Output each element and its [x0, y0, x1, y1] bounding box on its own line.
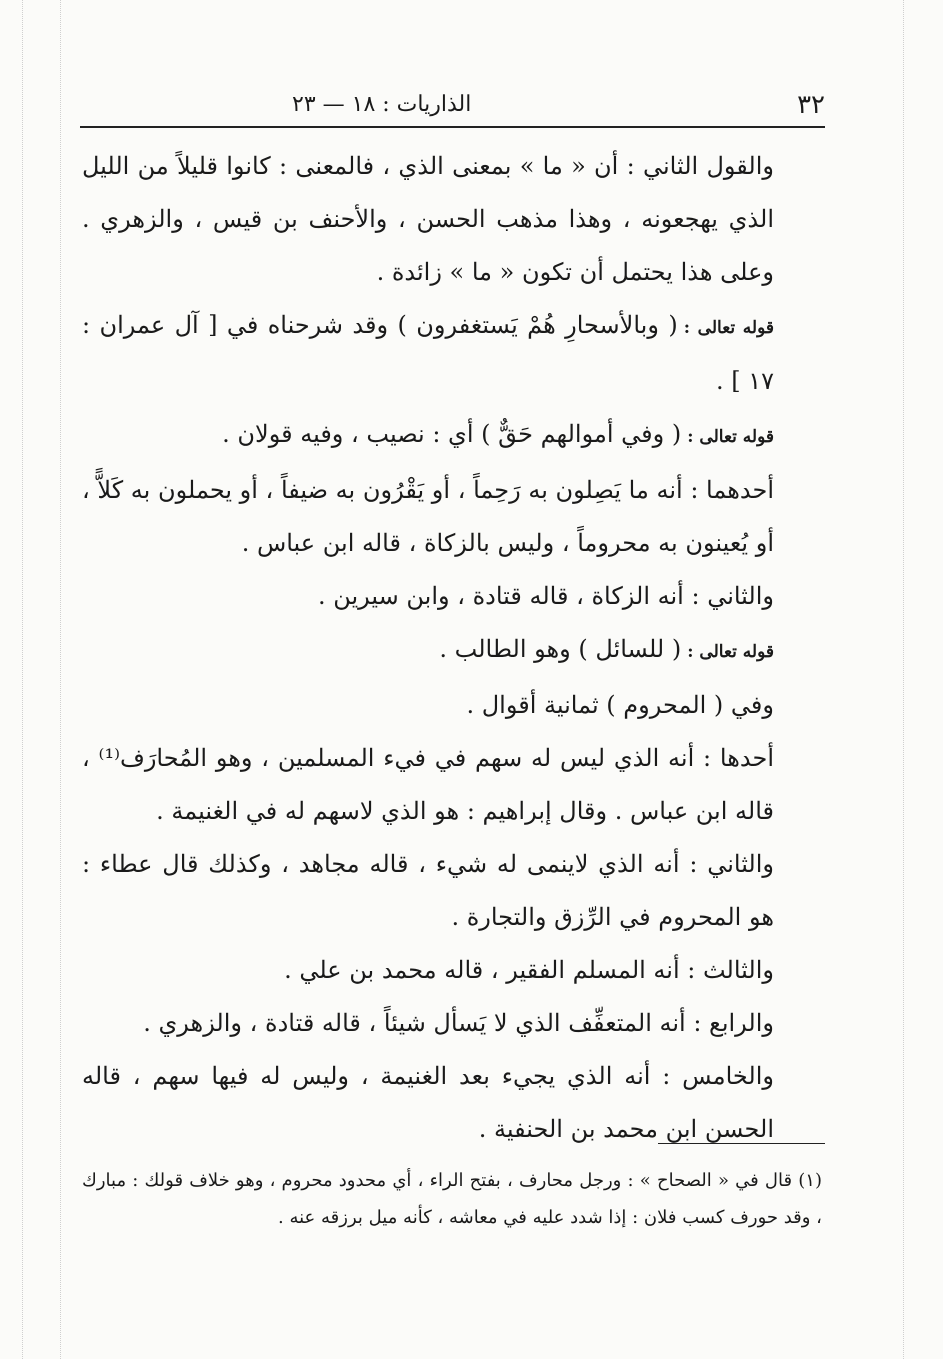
- verse-label: قوله تعالى :: [687, 427, 774, 447]
- paragraph: [82, 679, 822, 732]
- paragraph: [82, 408, 822, 464]
- paragraph-text: والقول الثاني : أن « ما » بمعنى الذي ، فالمعنى : كانوا قليلاً من الليل الذي يهجعونه ، وهذا مذهب الحسن ، والأحنف بن قيس ، والزهري . وعلى هذا يحتمل أن تكون « ما » زائدة .: [82, 152, 774, 286]
- page-guide-line: [22, 0, 23, 1359]
- page-guide-line: [903, 0, 904, 1359]
- paragraph-text: والرابع : أنه المتعفِّف الذي لا يَسأل شيئاً ، قاله قتادة ، والزهري .: [143, 1009, 774, 1037]
- footnotes: [82, 1162, 822, 1236]
- paragraph-text: والخامس : أنه الذي يجيء بعد الغنيمة ، وليس له فيها سهم ، قاله الحسن ابن محمد بن الحنفية .: [82, 1062, 774, 1143]
- paragraph-text: والثاني : أنه الذي لاينمى له شيء ، قاله مجاهد ، وكذلك قال عطاء : هو المحروم في الرِّزق والتجارة .: [82, 850, 774, 931]
- header-rule: [80, 126, 825, 128]
- paragraph: [82, 299, 822, 408]
- verse-label: قوله تعالى :: [683, 318, 775, 338]
- footnote-rule: [658, 1143, 825, 1144]
- paragraph: [82, 140, 822, 299]
- paragraph: [82, 944, 822, 997]
- paragraph-text: والثاني : أنه الزكاة ، قاله قتادة ، وابن سيرين .: [317, 582, 774, 610]
- page-number: ٣٢: [797, 90, 825, 120]
- paragraph: [82, 838, 822, 944]
- paragraph-text: ( للسائل ) وهو الطالب .: [439, 635, 682, 663]
- paragraph: [82, 623, 822, 679]
- page-header: [80, 86, 825, 122]
- running-title: الذاريات : ١٨ — ٢٣: [292, 92, 472, 117]
- paragraph-text: أحدهما : أنه ما يَصِلون به رَحِماً ، أو يَقْرُون به ضيفاً ، أو يحملون به كَلاًّ ، أو يُعينون به محروماً ، وليس بالزكاة ، قاله ابن عباس .: [82, 476, 774, 557]
- paragraph-text: وفي ( المحروم ) ثمانية أقوال .: [466, 691, 774, 719]
- footnote: (١) قال في « الصحاح » : ورجل محارف ، بفتح الراء ، أي محدود محروم ، وهو خلاف قولك : مبارك ، وقد حورف كسب فلان : إذا شدد عليه في معاشه ، كأنه ميل برزقه عنه .: [82, 1170, 822, 1228]
- verse-label: قوله تعالى :: [687, 642, 774, 662]
- paragraph: [82, 997, 822, 1050]
- paragraph: [82, 570, 822, 623]
- paragraph-text: أحدها : أنه الذي ليس له سهم في فيء المسلمين ، وهو المُحارَف⁽¹⁾ ، قاله ابن عباس . وقال إبراهيم : هو الذي لاسهم له في الغنيمة .: [82, 744, 774, 825]
- main-text: [82, 140, 822, 1156]
- paragraph: [82, 1050, 822, 1156]
- page-guide-line: [60, 0, 61, 1359]
- paragraph-text: ( وبالأسحارِ هُمْ يَستغفرون ) وقد شرحناه في [ آل عمران : ١٧ ] .: [82, 311, 774, 395]
- paragraph-text: والثالث : أنه المسلم الفقير ، قاله محمد بن علي .: [284, 956, 774, 984]
- paragraph: [82, 732, 822, 838]
- paragraph-text: ( وفي أموالهم حَقٌّ ) أي : نصيب ، وفيه قولان .: [222, 420, 682, 448]
- paragraph: [82, 464, 822, 570]
